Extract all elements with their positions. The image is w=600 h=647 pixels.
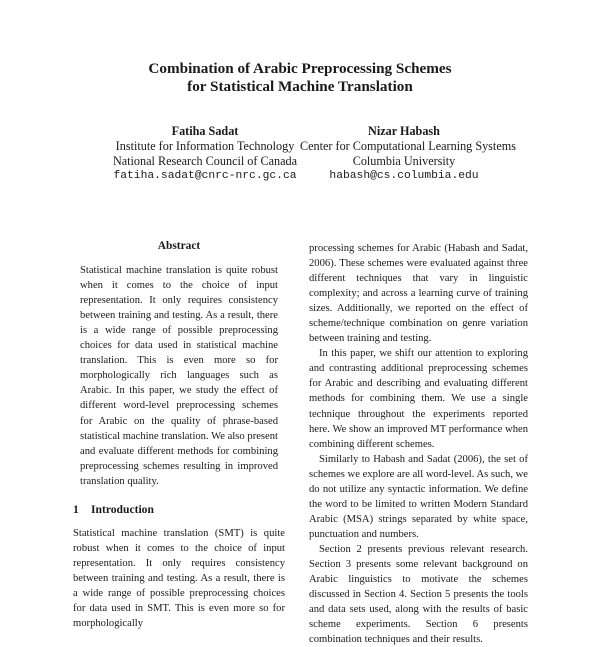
abstract-text: Statistical machine translation is quite robust when it comes to the choice of input representation. It only requires consistency between training and testing. As a result, there is a wide range of possible preprocessing choices for data used in statistical machine translation. This is even more so for morphologically rich languages such as Arabic. In this paper, we study the effect of different word-level preprocessing schemes for Arabic on the quality of phrase-based statistical machine translation. We also present and evaluate different methods for combining preprocessing schemes resulting in improved translation quality. [80, 265, 278, 487]
section-title: Introduction [91, 502, 154, 516]
paragraph: Section 2 presents previous relevant research. Section 3 presents some relevant background on Arabic linguistics to motivate the schemes discussed in Section 4. Section 5 presents the tools and data sets used, along with the results of basic scheme experiments. Section 6 presents combination techniques and their results. [309, 543, 528, 646]
author-email: fatiha.sadat@cnrc-nrc.gc.ca [113, 170, 297, 182]
left-column [73, 239, 285, 631]
paragraph: In this paper, we shift our attention to exploring and contrasting additional preprocessing schemes for Arabic and describing and evaluating different methods for combining them. We use a single technique throughout the experiments reported here. We show an improved MT performance when combining different schemes. [309, 348, 528, 450]
author-name: Nizar Habash [368, 124, 440, 138]
author-affiliation: Center for Computational Learning Systems [300, 139, 516, 153]
section-number: 1 [73, 502, 79, 516]
introduction-text: Statistical machine translation (SMT) is quite robust when it comes to the choice of input representation. It only requires consistency between training and testing. As a result, there is a wide range of possible preprocessing choices for data used in SMT. This is even more so for morphologically [73, 527, 285, 630]
paragraph: processing schemes for Arabic (Habash and Sadat, 2006). These schemes were evaluated against three different techniques that vary in linguistic complexity; and across a learning curve of training sizes. Additionally, we reported on the effect of scheme/technique combination on genre variation between training and testing. [309, 243, 528, 345]
author-affiliation: National Research Council of Canada [112, 154, 298, 168]
section-heading-introduction [73, 502, 285, 517]
author-affiliation: Institute for Information Technology [115, 139, 295, 153]
author-1 [105, 124, 305, 184]
right-column [309, 241, 528, 647]
title-line-1: Combination of Arabic Preprocessing Schemes [148, 60, 452, 77]
author-name: Fatiha Sadat [171, 124, 239, 138]
author-2 [300, 124, 516, 184]
author-email: habash@cs.columbia.edu [329, 170, 479, 182]
paragraph: Similarly to Habash and Sadat (2006), the set of schemes we explore are all word-level. As such, we do not utilize any syntactic information. We define the word to be limited to written Modern Standard Arabic (MSA) strings separated by white space, punctuation and numbers. [309, 453, 528, 540]
abstract-heading: Abstract [157, 240, 201, 252]
author-affiliation: Columbia University [352, 154, 456, 168]
title-line-2: for Statistical Machine Translation [187, 78, 413, 95]
paper-title [0, 60, 600, 96]
